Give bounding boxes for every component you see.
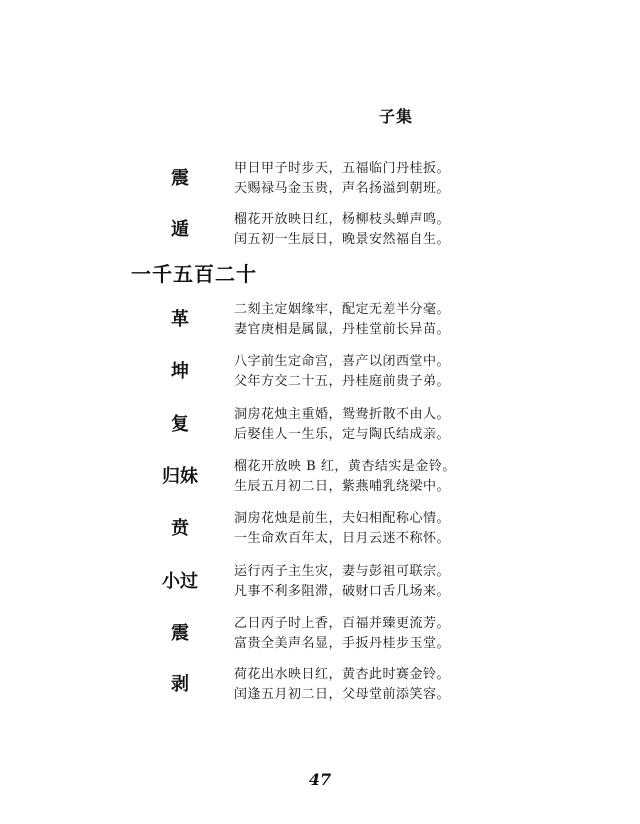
page-number: 47 [308,770,332,789]
divination-entry [150,401,490,441]
divination-entry [150,453,490,493]
entry-name: 震 [171,623,189,644]
entry-name: 归妹 [162,466,198,487]
divination-entry [150,348,490,388]
entry-verse-line-1: 八字前生定命宫，喜产以闭西堂中。 [234,354,451,369]
entry-name: 革 [171,309,189,330]
entry-name: 坤 [171,361,189,382]
entry-verse-line-2: 天赐禄马金玉贵，声名扬溢到朝班。 [234,181,451,196]
entry-verse-line-2: 父年方交二十五，丹桂庭前贵子弟。 [234,374,451,389]
entry-verse-line-2: 富贵全美声名显，手扳丹桂步玉堂。 [234,636,451,651]
entry-verse-line-1: 荷花出水映日红，黄杏此时赛金铃。 [234,667,451,682]
entry-verse-line-2: 闰逢五月初二日，父母堂前添笑容。 [234,687,451,702]
section-number: 一千五百二十 [131,262,257,286]
entry-verse-line-1: 榴花开放映日红，杨柳枝头蝉声鸣。 [234,212,451,227]
entry-verse-line-2: 凡事不利多阻滞，破财口舌几场来。 [234,584,451,599]
entry-verse-line-1: 洞房花烛主重婚，鸳鸯折散不由人。 [234,407,451,422]
entry-name: 复 [171,414,189,435]
entry-verse-line-2: 生辰五月初二日，紫燕哺乳绕梁中。 [234,479,451,494]
entry-name: 小过 [162,571,198,592]
divination-entry [150,155,490,195]
section-header: 子集 [379,107,414,126]
divination-entry [150,558,490,598]
divination-entry [150,206,490,246]
entry-verse-line-1: 二刻主定姻缘牢，配定无差半分毫。 [234,302,451,317]
entry-verse-line-1: 甲日甲子时步天，五福临门丹桂扳。 [234,161,451,176]
entry-verse-line-2: 后娶佳人一生乐，定与陶氏结成亲。 [234,427,451,442]
entry-verse-line-1: 运行丙子主生灾，妻与彭祖可联宗。 [234,564,451,579]
entry-name: 震 [171,168,189,189]
entry-name: 遁 [171,219,189,240]
divination-entry [150,610,490,650]
divination-entry [150,505,490,545]
entry-verse-line-2: 闰五初一生辰日，晚景安然福自生。 [234,232,451,247]
entry-verse-line-1: 洞房花烛是前生，夫妇相配称心情。 [234,511,451,526]
divination-entry [150,661,490,701]
divination-entry [150,296,490,336]
entry-name: 剥 [171,674,189,695]
entry-verse-line-1: 榴花开放映 B 红，黄杏结实是金铃。 [234,459,456,474]
entry-verse-line-2: 一生命欢百年太，日月云迷不称怀。 [234,531,451,546]
entry-verse-line-2: 妻官庚相是属鼠，丹桂堂前长异苗。 [234,322,451,337]
entry-name: 贲 [171,518,189,539]
entry-verse-line-1: 乙日丙子时上香，百福并臻更流芳。 [234,616,451,631]
